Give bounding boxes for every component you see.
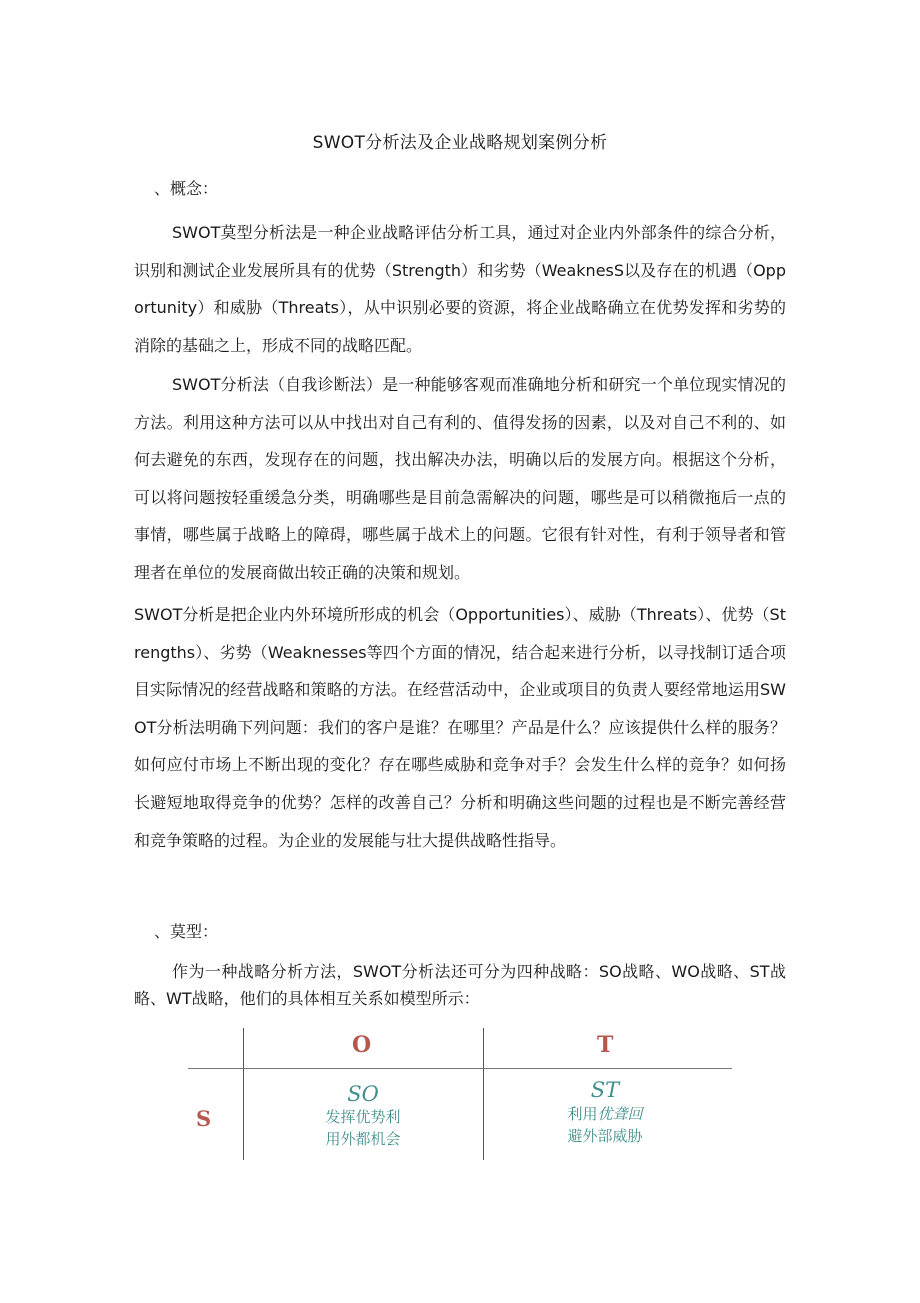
matrix-divider-left bbox=[243, 1028, 244, 1160]
paragraph-4: 作为一种战略分析方法，SWOT分析法还可分为四种战略：SO战略、WO战略、ST战略、WT战略，他们的具体相互关系如模型所示： bbox=[134, 962, 786, 1008]
paragraph-1: SWOT莫型分析法是一种企业战略评估分析工具，通过对企业内外部条件的综合分析，识别和测试企业发展所具有的优势（Strength）和劣势（WeaknesS以及存在的机遇（Opportunity）和威胁（Threats），从中识别必要的资源，将企业战略确立在优势发挥和劣势的消除的基础之上，形成不同的战略匹配。 bbox=[134, 223, 786, 355]
matrix-divider-middle bbox=[483, 1028, 484, 1160]
so-title: SO bbox=[347, 1082, 379, 1106]
st-line-1-italic: 优聋回 bbox=[597, 1105, 643, 1123]
col-header-t: T bbox=[597, 1032, 614, 1058]
so-line-1: 发挥优势利 bbox=[325, 1108, 401, 1126]
col-header-o: O bbox=[352, 1032, 372, 1058]
so-line-2: 用外都机会 bbox=[325, 1130, 401, 1148]
st-line-2: 避外部威胁 bbox=[567, 1127, 643, 1145]
section-heading-model: 、莫型： bbox=[154, 922, 219, 941]
so-text bbox=[303, 1106, 423, 1150]
st-title: ST bbox=[590, 1078, 620, 1102]
row-header-s: S bbox=[196, 1106, 212, 1131]
section-heading-concept: 、概念： bbox=[154, 179, 219, 198]
document-title: SWOT分析法及企业战略规划案例分析 bbox=[312, 133, 608, 153]
st-line-1 bbox=[545, 1103, 665, 1125]
st-text bbox=[545, 1103, 665, 1147]
paragraph-3: SWOT分析是把企业内外环境所形成的机会（Opportunities）、威胁（Threats）、优势（Strengths）、劣势（Weaknesses等四个方面的情况，结合起来进行分析，以寻找制订适合项目实际情况的经营战略和策略的方法。在经营活动中，企业或项目的负责人要经常地运用SWOT分析法明确下列问题：我们的客户是谁？在哪里？产品是什么？应该提供什么样的服务？如何应付市场上不断出现的变化？存在哪些威胁和竞争对手？会发生什么样的竞争？如何扬长避短地取得竞争的优势？怎样的改善自己？分析和明确这些问题的过程也是不断完善经营和竞争策略的过程。为企业的发展能与壮大提供战略性指导。 bbox=[134, 605, 786, 850]
paragraph-2: SWOT分析法（自我诊断法）是一种能够客观而准确地分析和研究一个单位现实情况的方法。利用这种方法可以从中找出对自己有利的、值得发扬的因素，以及对自己不利的、如何去避免的东西，发现存在的问题，找出解决办法，明确以后的发展方向。根据这个分析，可以将问题按轻重缓急分类，明确哪些是目前急需解决的问题，哪些是可以稍微拖后一点的事情，哪些属于战略上的障碍，哪些属于战术上的问题。它很有针对性，有利于领导者和管理者在单位的发展商做出较正确的决策和规划。 bbox=[134, 375, 786, 582]
st-line-1-prefix: 利用 bbox=[567, 1105, 598, 1123]
matrix-divider-header bbox=[188, 1068, 732, 1069]
swot-matrix bbox=[188, 1028, 732, 1160]
